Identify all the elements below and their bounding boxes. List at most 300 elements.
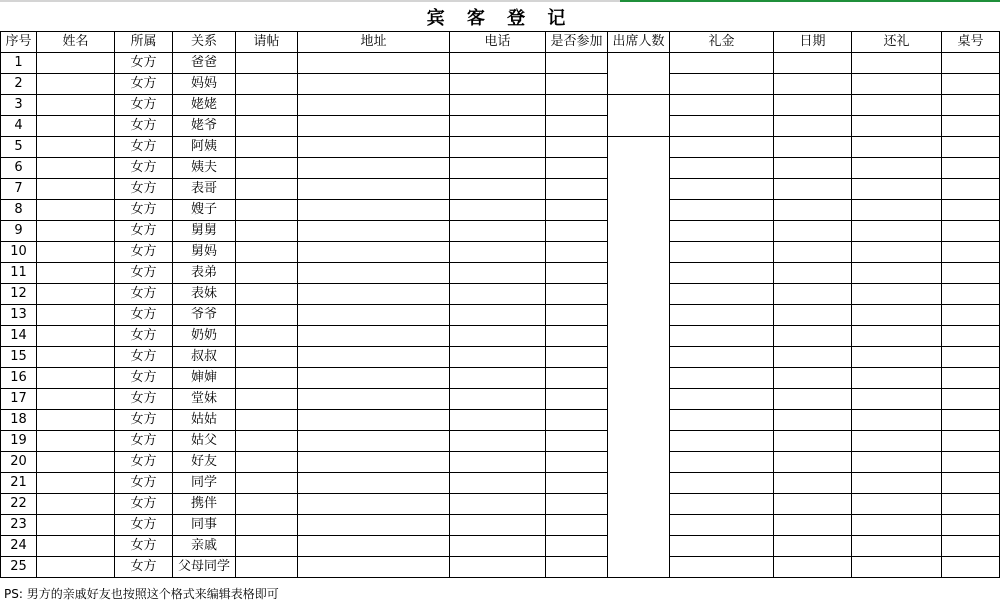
cell-date[interactable] <box>774 74 852 95</box>
cell-return[interactable] <box>852 305 942 326</box>
cell-side[interactable]: 女方 <box>115 452 173 473</box>
cell-date[interactable] <box>774 242 852 263</box>
cell-return[interactable] <box>852 242 942 263</box>
cell-address[interactable] <box>298 137 450 158</box>
cell-return[interactable] <box>852 347 942 368</box>
cell-relation[interactable]: 同学 <box>173 473 236 494</box>
cell-relation[interactable]: 姨夫 <box>173 158 236 179</box>
cell-date[interactable] <box>774 263 852 284</box>
cell-side[interactable]: 女方 <box>115 242 173 263</box>
cell-return[interactable] <box>852 452 942 473</box>
cell-gift[interactable] <box>670 158 774 179</box>
cell-name[interactable] <box>37 494 115 515</box>
cell-name[interactable] <box>37 389 115 410</box>
cell-phone[interactable] <box>450 53 546 74</box>
cell-phone[interactable] <box>450 515 546 536</box>
cell-date[interactable] <box>774 389 852 410</box>
cell-no[interactable]: 23 <box>1 515 37 536</box>
cell-attend[interactable] <box>546 347 608 368</box>
cell-name[interactable] <box>37 179 115 200</box>
cell-relation[interactable]: 表弟 <box>173 263 236 284</box>
cell-side[interactable]: 女方 <box>115 116 173 137</box>
cell-date[interactable] <box>774 200 852 221</box>
header-col-relation[interactable]: 关系 <box>173 32 236 53</box>
cell-relation[interactable]: 舅妈 <box>173 242 236 263</box>
cell-table[interactable] <box>942 284 1000 305</box>
cell-no[interactable]: 8 <box>1 200 37 221</box>
cell-phone[interactable] <box>450 305 546 326</box>
cell-address[interactable] <box>298 326 450 347</box>
cell-invitation[interactable] <box>236 515 298 536</box>
cell-no[interactable]: 21 <box>1 473 37 494</box>
cell-return[interactable] <box>852 431 942 452</box>
cell-name[interactable] <box>37 536 115 557</box>
cell-count-merged[interactable] <box>608 95 670 137</box>
cell-date[interactable] <box>774 326 852 347</box>
cell-side[interactable]: 女方 <box>115 515 173 536</box>
cell-name[interactable] <box>37 305 115 326</box>
cell-address[interactable] <box>298 536 450 557</box>
cell-attend[interactable] <box>546 536 608 557</box>
cell-side[interactable]: 女方 <box>115 158 173 179</box>
header-col-gift[interactable]: 礼金 <box>670 32 774 53</box>
cell-address[interactable] <box>298 515 450 536</box>
header-col-side[interactable]: 所属 <box>115 32 173 53</box>
cell-side[interactable]: 女方 <box>115 536 173 557</box>
cell-side[interactable]: 女方 <box>115 389 173 410</box>
cell-side[interactable]: 女方 <box>115 410 173 431</box>
cell-side[interactable]: 女方 <box>115 200 173 221</box>
cell-date[interactable] <box>774 284 852 305</box>
cell-attend[interactable] <box>546 179 608 200</box>
cell-invitation[interactable] <box>236 263 298 284</box>
cell-date[interactable] <box>774 536 852 557</box>
cell-invitation[interactable] <box>236 326 298 347</box>
cell-address[interactable] <box>298 305 450 326</box>
header-col-count[interactable]: 出席人数 <box>608 32 670 53</box>
cell-gift[interactable] <box>670 116 774 137</box>
cell-return[interactable] <box>852 515 942 536</box>
cell-invitation[interactable] <box>236 473 298 494</box>
cell-phone[interactable] <box>450 221 546 242</box>
cell-return[interactable] <box>852 200 942 221</box>
cell-gift[interactable] <box>670 284 774 305</box>
cell-phone[interactable] <box>450 116 546 137</box>
cell-phone[interactable] <box>450 137 546 158</box>
cell-name[interactable] <box>37 347 115 368</box>
cell-relation[interactable]: 舅舅 <box>173 221 236 242</box>
cell-name[interactable] <box>37 116 115 137</box>
cell-table[interactable] <box>942 74 1000 95</box>
cell-gift[interactable] <box>670 242 774 263</box>
cell-table[interactable] <box>942 494 1000 515</box>
cell-date[interactable] <box>774 515 852 536</box>
cell-invitation[interactable] <box>236 389 298 410</box>
cell-return[interactable] <box>852 410 942 431</box>
cell-relation[interactable]: 表妹 <box>173 284 236 305</box>
cell-no[interactable]: 15 <box>1 347 37 368</box>
cell-address[interactable] <box>298 431 450 452</box>
cell-invitation[interactable] <box>236 284 298 305</box>
cell-attend[interactable] <box>546 326 608 347</box>
cell-return[interactable] <box>852 326 942 347</box>
cell-date[interactable] <box>774 347 852 368</box>
cell-attend[interactable] <box>546 284 608 305</box>
cell-table[interactable] <box>942 410 1000 431</box>
cell-invitation[interactable] <box>236 116 298 137</box>
cell-attend[interactable] <box>546 53 608 74</box>
cell-attend[interactable] <box>546 410 608 431</box>
cell-attend[interactable] <box>546 221 608 242</box>
cell-table[interactable] <box>942 179 1000 200</box>
cell-side[interactable]: 女方 <box>115 53 173 74</box>
cell-gift[interactable] <box>670 431 774 452</box>
cell-name[interactable] <box>37 431 115 452</box>
cell-relation[interactable]: 婶婶 <box>173 368 236 389</box>
cell-invitation[interactable] <box>236 137 298 158</box>
cell-return[interactable] <box>852 473 942 494</box>
cell-relation[interactable]: 姥姥 <box>173 95 236 116</box>
cell-gift[interactable] <box>670 410 774 431</box>
cell-name[interactable] <box>37 326 115 347</box>
header-col-address[interactable]: 地址 <box>298 32 450 53</box>
cell-invitation[interactable] <box>236 452 298 473</box>
cell-gift[interactable] <box>670 200 774 221</box>
cell-side[interactable]: 女方 <box>115 137 173 158</box>
cell-table[interactable] <box>942 347 1000 368</box>
cell-relation[interactable]: 奶奶 <box>173 326 236 347</box>
cell-return[interactable] <box>852 536 942 557</box>
cell-table[interactable] <box>942 95 1000 116</box>
cell-gift[interactable] <box>670 347 774 368</box>
cell-phone[interactable] <box>450 494 546 515</box>
cell-no[interactable]: 3 <box>1 95 37 116</box>
cell-no[interactable]: 13 <box>1 305 37 326</box>
cell-invitation[interactable] <box>236 410 298 431</box>
cell-address[interactable] <box>298 452 450 473</box>
cell-table[interactable] <box>942 536 1000 557</box>
cell-date[interactable] <box>774 179 852 200</box>
header-col-attend[interactable]: 是否参加 <box>546 32 608 53</box>
cell-date[interactable] <box>774 494 852 515</box>
cell-address[interactable] <box>298 410 450 431</box>
cell-attend[interactable] <box>546 305 608 326</box>
cell-return[interactable] <box>852 158 942 179</box>
header-col-phone[interactable]: 电话 <box>450 32 546 53</box>
cell-count-merged[interactable] <box>608 53 670 95</box>
cell-gift[interactable] <box>670 179 774 200</box>
cell-return[interactable] <box>852 116 942 137</box>
cell-invitation[interactable] <box>236 95 298 116</box>
cell-phone[interactable] <box>450 557 546 578</box>
cell-gift[interactable] <box>670 536 774 557</box>
cell-no[interactable]: 16 <box>1 368 37 389</box>
cell-invitation[interactable] <box>236 242 298 263</box>
cell-table[interactable] <box>942 242 1000 263</box>
cell-invitation[interactable] <box>236 494 298 515</box>
cell-relation[interactable]: 亲戚 <box>173 536 236 557</box>
cell-table[interactable] <box>942 389 1000 410</box>
cell-return[interactable] <box>852 368 942 389</box>
cell-table[interactable] <box>942 431 1000 452</box>
cell-table[interactable] <box>942 473 1000 494</box>
cell-table[interactable] <box>942 263 1000 284</box>
cell-side[interactable]: 女方 <box>115 473 173 494</box>
cell-attend[interactable] <box>546 368 608 389</box>
cell-side[interactable]: 女方 <box>115 179 173 200</box>
cell-no[interactable]: 9 <box>1 221 37 242</box>
cell-address[interactable] <box>298 158 450 179</box>
cell-return[interactable] <box>852 494 942 515</box>
cell-address[interactable] <box>298 368 450 389</box>
cell-invitation[interactable] <box>236 368 298 389</box>
cell-address[interactable] <box>298 242 450 263</box>
cell-no[interactable]: 6 <box>1 158 37 179</box>
cell-phone[interactable] <box>450 473 546 494</box>
cell-return[interactable] <box>852 95 942 116</box>
cell-attend[interactable] <box>546 389 608 410</box>
header-col-name[interactable]: 姓名 <box>37 32 115 53</box>
cell-count-merged[interactable] <box>608 137 670 578</box>
cell-no[interactable]: 1 <box>1 53 37 74</box>
cell-name[interactable] <box>37 74 115 95</box>
cell-no[interactable]: 17 <box>1 389 37 410</box>
cell-table[interactable] <box>942 116 1000 137</box>
cell-invitation[interactable] <box>236 53 298 74</box>
cell-side[interactable]: 女方 <box>115 221 173 242</box>
cell-relation[interactable]: 妈妈 <box>173 74 236 95</box>
header-col-invitation[interactable]: 请帖 <box>236 32 298 53</box>
cell-relation[interactable]: 同事 <box>173 515 236 536</box>
cell-gift[interactable] <box>670 305 774 326</box>
cell-side[interactable]: 女方 <box>115 368 173 389</box>
cell-no[interactable]: 5 <box>1 137 37 158</box>
cell-no[interactable]: 20 <box>1 452 37 473</box>
cell-attend[interactable] <box>546 116 608 137</box>
cell-no[interactable]: 24 <box>1 536 37 557</box>
cell-attend[interactable] <box>546 74 608 95</box>
cell-relation[interactable]: 好友 <box>173 452 236 473</box>
cell-invitation[interactable] <box>236 347 298 368</box>
cell-address[interactable] <box>298 494 450 515</box>
title-cell[interactable] <box>0 2 1000 31</box>
cell-address[interactable] <box>298 263 450 284</box>
cell-name[interactable] <box>37 284 115 305</box>
cell-date[interactable] <box>774 557 852 578</box>
cell-date[interactable] <box>774 452 852 473</box>
cell-gift[interactable] <box>670 53 774 74</box>
cell-relation[interactable]: 父母同学 <box>173 557 236 578</box>
cell-attend[interactable] <box>546 200 608 221</box>
cell-return[interactable] <box>852 137 942 158</box>
cell-side[interactable]: 女方 <box>115 305 173 326</box>
cell-date[interactable] <box>774 221 852 242</box>
cell-phone[interactable] <box>450 431 546 452</box>
cell-return[interactable] <box>852 221 942 242</box>
cell-phone[interactable] <box>450 410 546 431</box>
cell-relation[interactable]: 叔叔 <box>173 347 236 368</box>
cell-phone[interactable] <box>450 179 546 200</box>
cell-address[interactable] <box>298 557 450 578</box>
cell-phone[interactable] <box>450 95 546 116</box>
cell-no[interactable]: 2 <box>1 74 37 95</box>
cell-gift[interactable] <box>670 557 774 578</box>
cell-return[interactable] <box>852 53 942 74</box>
cell-name[interactable] <box>37 410 115 431</box>
cell-phone[interactable] <box>450 536 546 557</box>
cell-no[interactable]: 19 <box>1 431 37 452</box>
cell-attend[interactable] <box>546 158 608 179</box>
cell-gift[interactable] <box>670 221 774 242</box>
cell-name[interactable] <box>37 557 115 578</box>
cell-gift[interactable] <box>670 95 774 116</box>
cell-table[interactable] <box>942 221 1000 242</box>
cell-gift[interactable] <box>670 389 774 410</box>
cell-attend[interactable] <box>546 95 608 116</box>
cell-relation[interactable]: 阿姨 <box>173 137 236 158</box>
cell-gift[interactable] <box>670 515 774 536</box>
cell-gift[interactable] <box>670 74 774 95</box>
cell-invitation[interactable] <box>236 557 298 578</box>
header-col-table[interactable]: 桌号 <box>942 32 1000 53</box>
cell-side[interactable]: 女方 <box>115 431 173 452</box>
cell-date[interactable] <box>774 305 852 326</box>
cell-no[interactable]: 7 <box>1 179 37 200</box>
cell-no[interactable]: 12 <box>1 284 37 305</box>
cell-attend[interactable] <box>546 494 608 515</box>
cell-name[interactable] <box>37 452 115 473</box>
cell-name[interactable] <box>37 158 115 179</box>
cell-address[interactable] <box>298 116 450 137</box>
cell-relation[interactable]: 爸爸 <box>173 53 236 74</box>
cell-gift[interactable] <box>670 137 774 158</box>
cell-attend[interactable] <box>546 515 608 536</box>
cell-phone[interactable] <box>450 368 546 389</box>
cell-table[interactable] <box>942 326 1000 347</box>
cell-date[interactable] <box>774 95 852 116</box>
cell-invitation[interactable] <box>236 74 298 95</box>
cell-date[interactable] <box>774 116 852 137</box>
cell-name[interactable] <box>37 242 115 263</box>
cell-no[interactable]: 10 <box>1 242 37 263</box>
cell-relation[interactable]: 姑父 <box>173 431 236 452</box>
cell-phone[interactable] <box>450 263 546 284</box>
cell-return[interactable] <box>852 389 942 410</box>
cell-gift[interactable] <box>670 263 774 284</box>
cell-table[interactable] <box>942 452 1000 473</box>
cell-return[interactable] <box>852 74 942 95</box>
cell-address[interactable] <box>298 179 450 200</box>
cell-side[interactable]: 女方 <box>115 347 173 368</box>
cell-relation[interactable]: 爷爷 <box>173 305 236 326</box>
cell-side[interactable]: 女方 <box>115 557 173 578</box>
cell-date[interactable] <box>774 473 852 494</box>
cell-no[interactable]: 25 <box>1 557 37 578</box>
cell-attend[interactable] <box>546 431 608 452</box>
cell-table[interactable] <box>942 158 1000 179</box>
cell-table[interactable] <box>942 137 1000 158</box>
cell-phone[interactable] <box>450 74 546 95</box>
cell-name[interactable] <box>37 95 115 116</box>
cell-attend[interactable] <box>546 452 608 473</box>
header-col-return[interactable]: 还礼 <box>852 32 942 53</box>
cell-date[interactable] <box>774 137 852 158</box>
header-col-date[interactable]: 日期 <box>774 32 852 53</box>
cell-phone[interactable] <box>450 326 546 347</box>
cell-relation[interactable]: 姑姑 <box>173 410 236 431</box>
cell-gift[interactable] <box>670 368 774 389</box>
cell-name[interactable] <box>37 53 115 74</box>
cell-phone[interactable] <box>450 242 546 263</box>
header-col-no[interactable]: 序号 <box>1 32 37 53</box>
cell-return[interactable] <box>852 263 942 284</box>
cell-date[interactable] <box>774 53 852 74</box>
cell-gift[interactable] <box>670 326 774 347</box>
cell-attend[interactable] <box>546 242 608 263</box>
cell-relation[interactable]: 堂妹 <box>173 389 236 410</box>
cell-no[interactable]: 4 <box>1 116 37 137</box>
cell-no[interactable]: 18 <box>1 410 37 431</box>
cell-address[interactable] <box>298 95 450 116</box>
cell-date[interactable] <box>774 431 852 452</box>
cell-phone[interactable] <box>450 158 546 179</box>
cell-table[interactable] <box>942 557 1000 578</box>
cell-name[interactable] <box>37 368 115 389</box>
cell-name[interactable] <box>37 473 115 494</box>
cell-name[interactable] <box>37 221 115 242</box>
cell-name[interactable] <box>37 515 115 536</box>
cell-phone[interactable] <box>450 452 546 473</box>
cell-date[interactable] <box>774 368 852 389</box>
cell-address[interactable] <box>298 347 450 368</box>
cell-relation[interactable]: 姥爷 <box>173 116 236 137</box>
cell-invitation[interactable] <box>236 305 298 326</box>
cell-address[interactable] <box>298 74 450 95</box>
cell-side[interactable]: 女方 <box>115 74 173 95</box>
cell-no[interactable]: 11 <box>1 263 37 284</box>
cell-no[interactable]: 14 <box>1 326 37 347</box>
cell-phone[interactable] <box>450 389 546 410</box>
cell-invitation[interactable] <box>236 536 298 557</box>
cell-phone[interactable] <box>450 200 546 221</box>
cell-table[interactable] <box>942 200 1000 221</box>
cell-name[interactable] <box>37 263 115 284</box>
cell-invitation[interactable] <box>236 179 298 200</box>
cell-side[interactable]: 女方 <box>115 326 173 347</box>
cell-gift[interactable] <box>670 473 774 494</box>
cell-address[interactable] <box>298 473 450 494</box>
cell-invitation[interactable] <box>236 200 298 221</box>
cell-address[interactable] <box>298 53 450 74</box>
cell-relation[interactable]: 嫂子 <box>173 200 236 221</box>
cell-invitation[interactable] <box>236 221 298 242</box>
cell-return[interactable] <box>852 179 942 200</box>
cell-phone[interactable] <box>450 284 546 305</box>
cell-table[interactable] <box>942 368 1000 389</box>
cell-name[interactable] <box>37 137 115 158</box>
cell-table[interactable] <box>942 53 1000 74</box>
cell-side[interactable]: 女方 <box>115 95 173 116</box>
cell-attend[interactable] <box>546 473 608 494</box>
cell-relation[interactable]: 表哥 <box>173 179 236 200</box>
cell-attend[interactable] <box>546 137 608 158</box>
cell-attend[interactable] <box>546 557 608 578</box>
cell-date[interactable] <box>774 410 852 431</box>
cell-gift[interactable] <box>670 452 774 473</box>
cell-table[interactable] <box>942 305 1000 326</box>
cell-return[interactable] <box>852 557 942 578</box>
cell-invitation[interactable] <box>236 431 298 452</box>
